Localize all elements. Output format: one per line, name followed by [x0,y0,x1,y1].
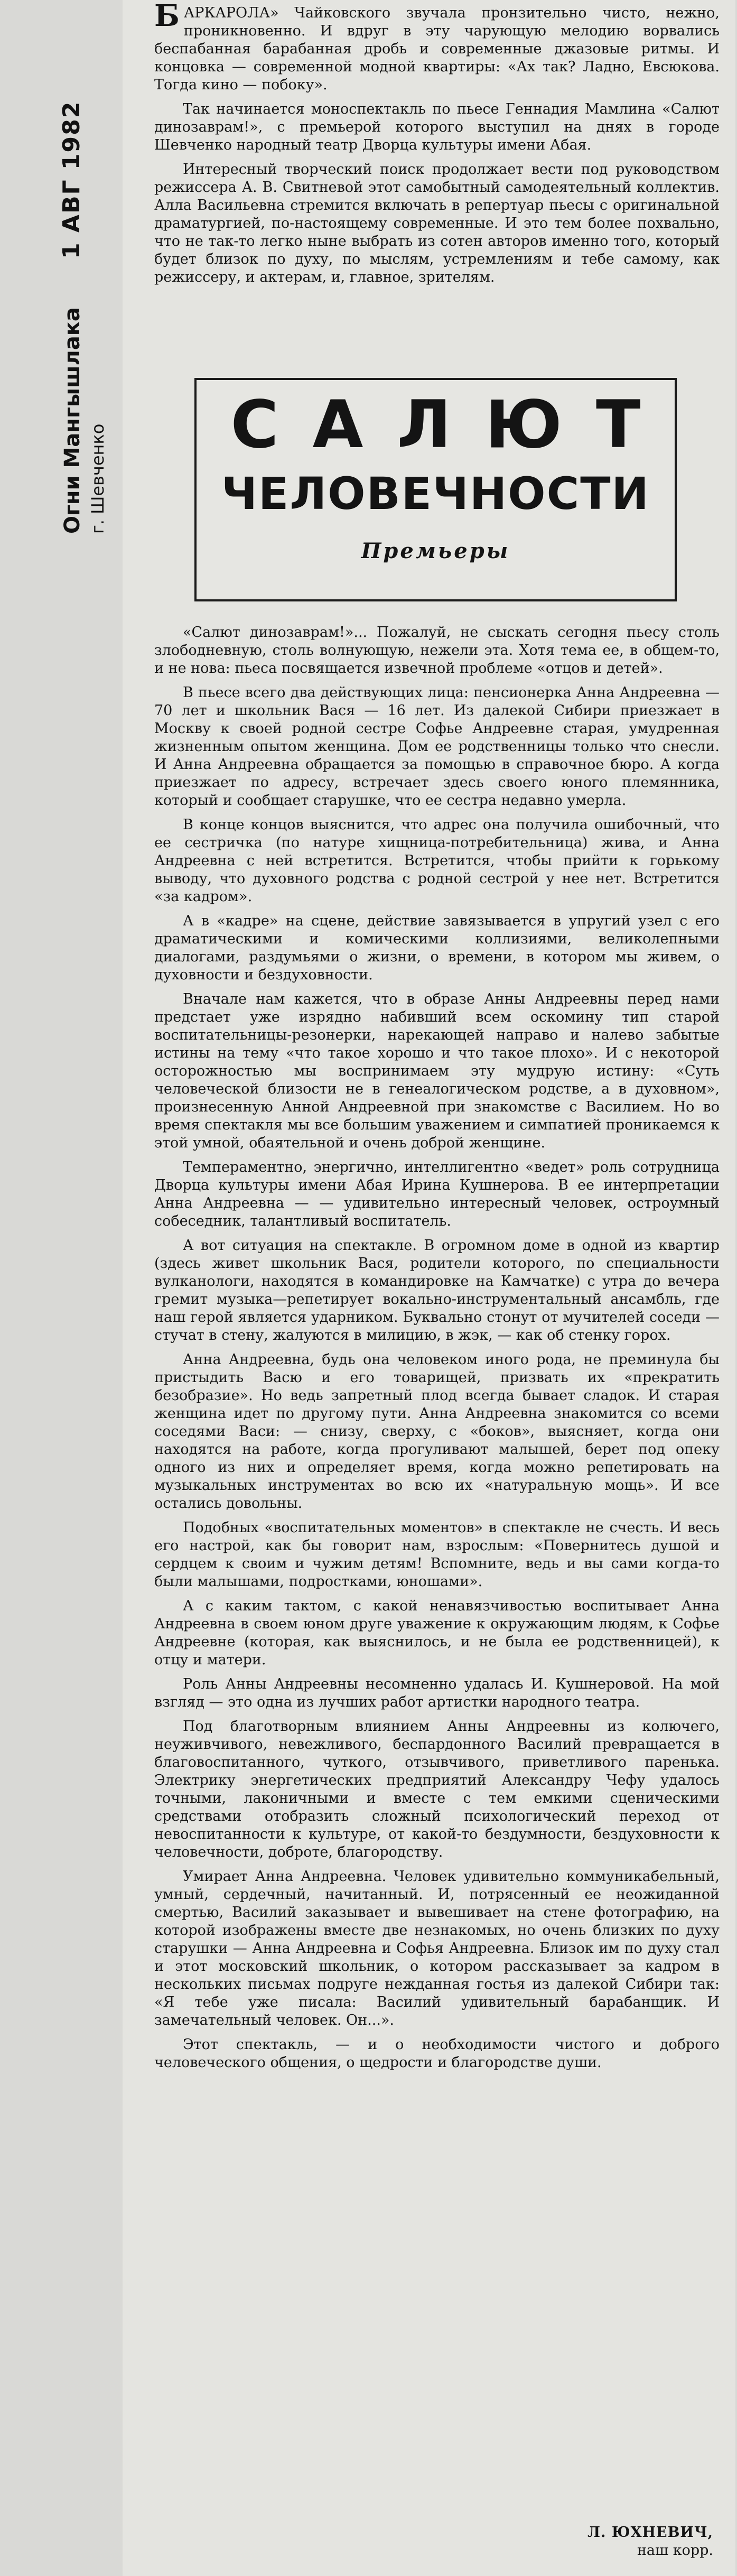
headline-box [194,378,677,601]
body-paragraph: А с каким тактом, с какой ненавязчивостью воспитывает Анна Андреевна в своем юном друге уважение к окружающим людям, к Софье Андреевне (которая, как выяснилось, и не была ее родственницей), к отцу и матери. [154,1598,720,1668]
body-paragraph: Этот спектакль, — и о необходимости чистого и доброго человеческого общения, о щедрости и благородстве души. [154,2036,720,2071]
body-paragraph: В пьесе всего два действующих лица: пенсионерка Анна Андреевна — 70 лет и школьник Вася — 16 лет. Из далекой Сибири приезжает в Москву к своей родной сестре Софье Андреевне старая, умудренная жизненным опытом женщина. Дом ее родственницы только что снесли. И Анна Андреевна обращается за помощью в справочное бюро. А когда приезжает по адресу, встречает здесь своего юного племянника, который и сообщает старушке, что ее сестра недавно умерла. [154,684,720,809]
article-intro [154,0,720,293]
stamp-paper-title: Огни Мангышлака [60,307,85,534]
stamp-date: 1 АВГ 1982 [58,100,85,259]
author-role: наш корр. [637,2542,713,2559]
body-paragraph: А вот ситуация на спектакле. В огромном доме в одной из квартир (здесь живет школьник Вася, родители которого, по специальности вулканологи, находятся в командировке на Камчатке) с утра до вечера гремит музыка—репетирует вокально-инструментальный ансамбль, где наш герой является ударником. Буквально стонут от мучителей соседи — стучат в стену, жалуются в милицию, в жэк, — как об стенку горох. [154,1237,720,1343]
archive-stamp [58,21,122,550]
headline-line-2: ЧЕЛОВЕЧНОСТИ [221,468,650,520]
stamp-paper-name [58,285,127,534]
body-paragraph: «Салют динозаврам!»... Пожалуй, не сыскать сегодня пьесу столь злободневную, столь волнующую, нежели эта. Хотя тема ее, в общем-то, и не нова: пьеса посвящается извечной проблеме «отцов и детей». [154,624,720,677]
body-paragraph: Под благотворным влиянием Анны Андреевны из колючего, неуживчивого, невежливого, беспардонного Василий превращается в благовоспитанного, чуткого, отзывчивого, приветливого паренька. Электрику энергетических предприятий Александру Чефу удалось точными, лаконичными и вместе с тем емкими сценическими средствами отобразить сложный психологический переход от невоспитанности к культуре, от какой-то бездумности, бездуховности к человечности, доброте, благородству. [154,1718,720,1860]
headline-line-1: САЛЮТ [230,387,675,463]
intro-paragraph-1-text: АРКАРОЛА» Чайковского звучала пронзительно чисто, нежно, проникновенно. И вдруг в эту чарующую мелодию ворвались беспабанная барабанная дробь и современные джазовые ритмы. И концовка — современной модной квартиры: «Ах так? Ладно, Евсюкова. Тогда кино — побоку». [154,5,720,93]
body-paragraph: Анна Андреевна, будь она человеком иного рода, не преминула бы пристыдить Васю и его товарищей, призвать их «прекратить безобразие». Но ведь запретный плод всегда бывает сладок. И старая женщина идет по другому пути. Анна Андреевна знакомится со всеми соседями Васи: — снизу, сверху, с «боков», выясняет, когда они находятся на работе, когда прогуливают малышей, берет под опеку одного из них и определяет время, когда можно репетировать на музыкальных инструментах во всю их «натуральную мощь». И все остались довольны. [154,1351,720,1512]
stamp-city: г. Шевченко [88,423,108,534]
intro-paragraph-3: Интересный творческий поиск продолжает вести под руководством режиссера А. В. Свитневой этот самобытный самодеятельный коллектив. Алла Васильевна стремится включать в репертуар пьесы с оригинальной драматургией, по-настоящему современные. И это тем более похвально, что не так-то легко ныне выбрать из сотен авторов именно того, который будет близок по духу, по мыслям, устремлениям и тебе самому, как режиссеру, и актерам, и, главное, зрителям. [154,161,720,285]
body-paragraph: Умирает Анна Андреевна. Человек удивительно коммуникабельный, умный, сердечный, начитанный. И, потрясенный ее неожиданной смертью, Василий заказывает и вывешивает на стене фотографию, на которой изображены вместе две незнакомых, но очень близких по духу старушки — Анна Андреевна и Софья Андреевна. Близок им по духу стал и этот московский школьник, о котором рассказывает за кадром в нескольких письмах подруге нежданная гостья из далекой Сибири так: «Я тебе уже писала: Василий удивительный барабанщик. И замечательный человек. Он...». [154,1868,720,2028]
rubric-label: Премьеры [361,539,510,563]
body-paragraph: Темпераментно, энергично, интеллигентно «ведет» роль сотрудница Дворца культуры имени Абая Ирина Кушнерова. В ее интерпретации Анна Андреевна — — удивительно интересный человек, остроумный собеседник, талантливый воспитатель. [154,1159,720,1229]
article-body [154,624,720,2078]
author-name: Л. ЮХНЕВИЧ, [587,2524,713,2541]
intro-paragraph-1 [154,0,720,94]
body-paragraph: Вначале нам кажется, что в образе Анны Андреевны перед нами предстает уже изрядно набивший всем оскомину тип старой воспитательницы-резонерки, нарекающей направо и налево забытые истины на тему «что такое хорошо и что такое плохо». И с некоторой осторожностью мы воспринимаем эту мудрую истину: «Суть человеческой близости не в генеалогическом родстве, а в духовном», произнесенную Анной Андреевной при знакомстве с Василием. Но во время спектакля мы все большим уважением и симпатией проникаемся к этой умной, обаятельной и очень доброй женщине. [154,991,720,1151]
author-signature [491,2524,713,2560]
body-paragraph: Роль Анны Андреевны несомненно удалась И. Кушнеровой. На мой взгляд — это одна из лучших работ артистки народного театра. [154,1676,720,1710]
body-paragraph: Подобных «воспитательных моментов» в спектакле не счесть. И весь его настрой, как бы говорит нам, взрослым: «Повернитесь душой и сердцем к своим и чужим детям! Вспомните, ведь и вы сами когда-то были малышами, подростками, юношами». [154,1519,720,1590]
body-paragraph: А в «кадре» на сцене, действие завязывается в упругий узел с его драматическими и комическими коллизиями, великолепными диалогами, раздумьями о жизни, о времени, в котором мы живем, о духовности и бездуховности. [154,913,720,983]
dropcap: Б [154,0,180,33]
body-paragraph: В конце концов выяснится, что адрес она получила ошибочный, что ее сестричка (по натуре хищница-потребительница) жива, и Анна Андреевна с ней встретится. Встретится, чтобы прийти к горькому выводу, что духовного родства с родной сестрой у нее нет. Встретится «за кадром». [154,817,720,905]
intro-paragraph-2: Так начинается моноспектакль по пьесе Геннадия Мамлина «Салют динозаврам!», с премьерой которого выступил на днях в городе Шевченко народный театр Дворца культуры имени Абая. [154,101,720,153]
